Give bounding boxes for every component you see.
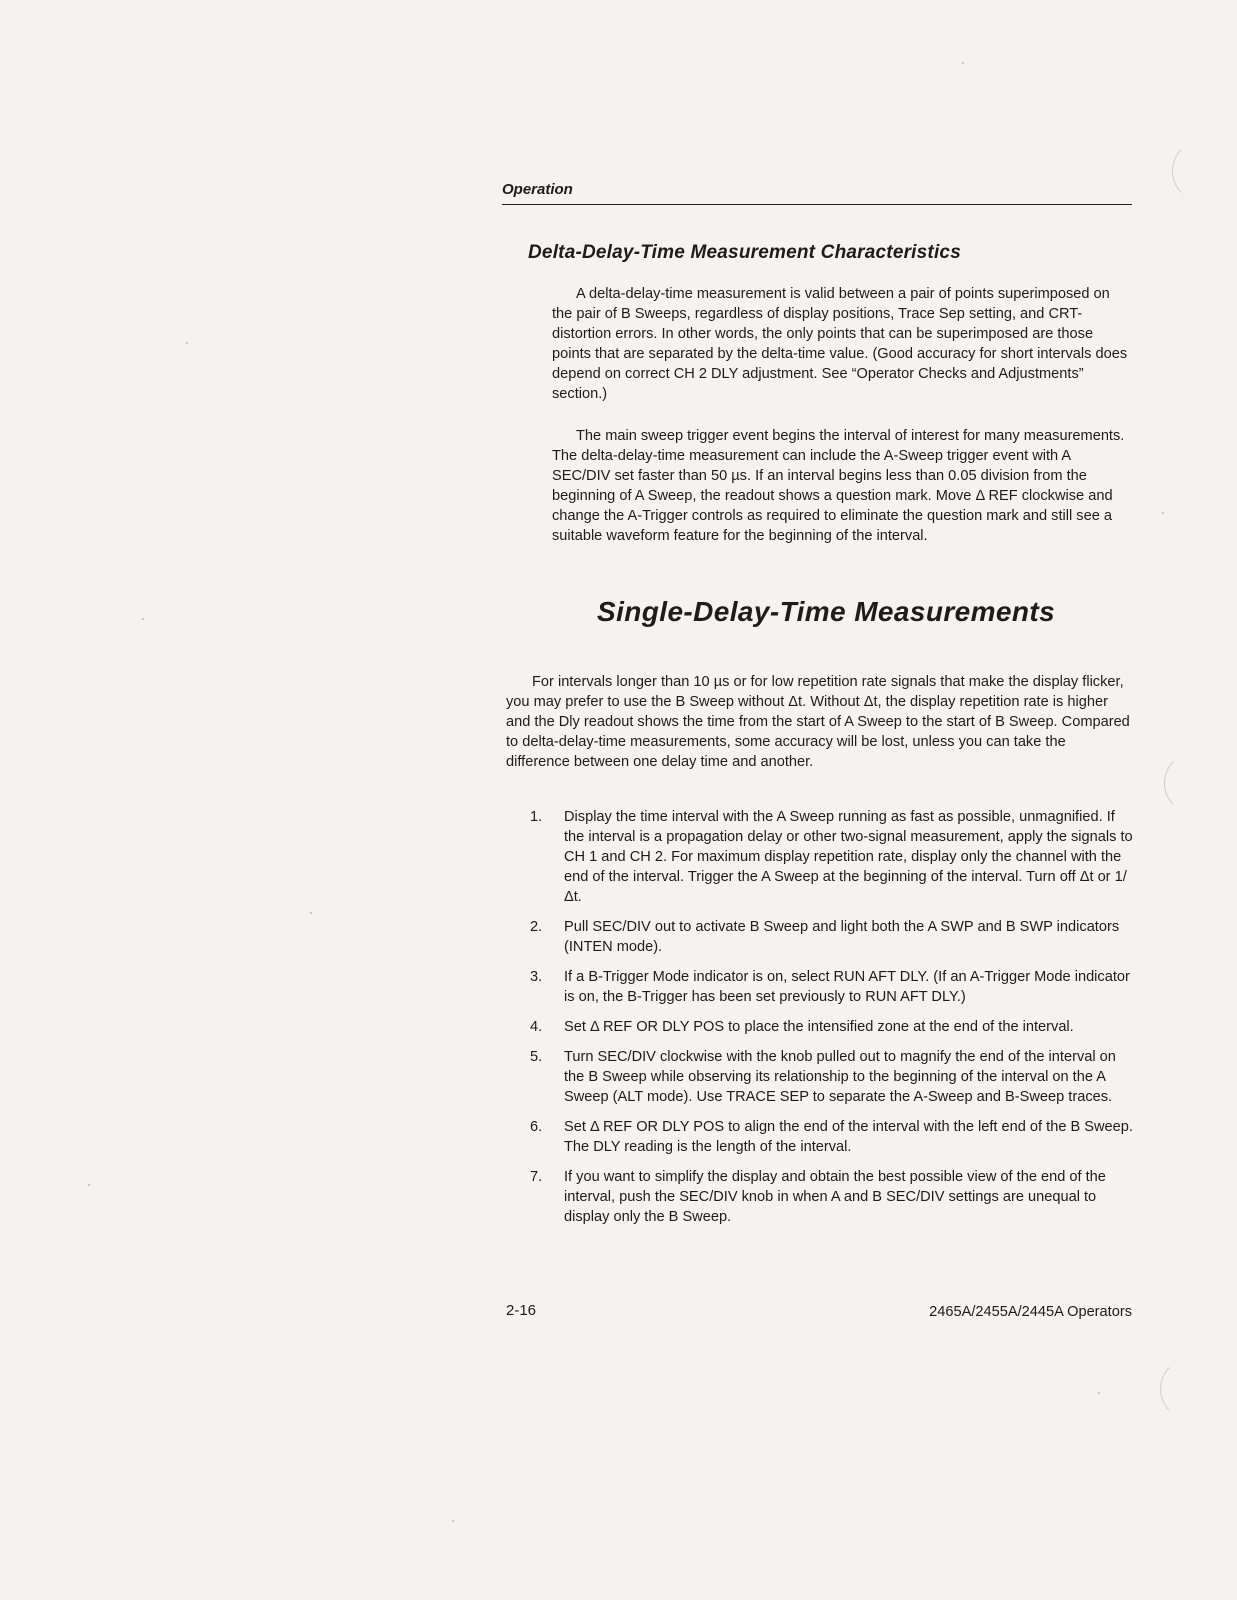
step-text: If you want to simplify the display and obtain the best possible view of the end of the interval, push the SEC/DIV knob in when A and B SEC/DIV settings are unequal to display only the B Sweep. [564, 1169, 1106, 1225]
binder-hole-shadow [1160, 1358, 1222, 1420]
procedure-steps [530, 807, 1134, 1237]
step-number: 5. [530, 1049, 543, 1065]
list-item [530, 1117, 1134, 1157]
binder-hole-shadow [1172, 140, 1234, 202]
list-item [530, 1167, 1134, 1227]
step-number: 3. [530, 969, 543, 985]
list-item [530, 917, 1134, 957]
list-item [530, 1017, 1134, 1037]
scan-speck [88, 1184, 90, 1186]
binder-hole-shadow [1164, 752, 1226, 814]
list-item [530, 1047, 1134, 1107]
step-number: 6. [530, 1119, 543, 1135]
section-paragraph-2: The main sweep trigger event begins the interval of interest for many measurements. The delta-delay-time measurement can include the A-Sweep trigger event with A SEC/DIV set faster than 50 µs. If an interval begins less than 0.05 division from the beginning of A Sweep, the readout shows a question mark. Move Δ REF clockwise and change the A-Trigger controls as required to eliminate the question mark and still see a suitable waveform feature for the beginning of the interval. [552, 428, 1125, 544]
step-number: 7. [530, 1169, 543, 1185]
intro-paragraph: For intervals longer than 10 µs or for low repetition rate signals that make the display flicker, you may prefer to use the B Sweep without Δt. Without Δt, the display repetition rate is higher and the Dly readout shows the time from the start of A Sweep to the start of B Sweep. Compared to delta-delay-time measurements, some accuracy will be lost, unless you can take the difference between one delay time and another. [506, 674, 1130, 770]
step-number: 2. [530, 919, 543, 935]
step-number: 4. [530, 1019, 543, 1035]
list-item [530, 807, 1134, 907]
step-text: Pull SEC/DIV out to activate B Sweep and light both the A SWP and B SWP indicators (INTEN mode). [564, 919, 1120, 955]
step-text: Set Δ REF OR DLY POS to align the end of the interval with the left end of the B Sweep. The DLY reading is the length of the interval. [564, 1119, 1133, 1155]
scan-speck [1162, 512, 1164, 514]
section-paragraph-1: A delta-delay-time measurement is valid between a pair of points superimposed on the pair of B Sweeps, regardless of display positions, Trace Sep setting, and CRT-distortion errors. In other words, the only points that can be superimposed are those points that are separated by the delta-time value. (Good accuracy for short intervals does depend on correct CH 2 DLY adjustment. See “Operator Checks and Adjustments” section.) [552, 286, 1128, 402]
scan-speck [310, 912, 312, 914]
page-number: 2-16 [506, 1302, 537, 1319]
section-heading: Delta-Delay-Time Measurement Characteristics [528, 242, 961, 263]
step-text: Set Δ REF OR DLY POS to place the intensified zone at the end of the interval. [564, 1019, 1074, 1035]
step-text: If a B-Trigger Mode indicator is on, select RUN AFT DLY. (If an A-Trigger Mode indicator is on, the B-Trigger has been set previously to RUN AFT DLY.) [564, 969, 1130, 1005]
scan-speck [142, 618, 144, 620]
step-text: Turn SEC/DIV clockwise with the knob pulled out to magnify the end of the interval on the B Sweep while observing its relationship to the beginning of the interval on the A Sweep (ALT mode). Use TRACE SEP to separate the A-Sweep and B-Sweep traces. [564, 1049, 1116, 1105]
main-heading: Single-Delay-Time Measurements [597, 596, 1056, 627]
list-item [530, 967, 1134, 1007]
scan-speck [452, 1520, 454, 1522]
scan-speck [186, 342, 188, 344]
step-number: 1. [530, 809, 543, 825]
document-title: 2465A/2455A/2445A Operators [929, 1304, 1132, 1320]
scan-speck [1098, 1392, 1100, 1394]
running-head: Operation [502, 181, 1132, 205]
scan-speck [962, 62, 964, 64]
step-text: Display the time interval with the A Sweep running as fast as possible, unmagnified. If the interval is a propagation delay or other two-signal measurement, apply the signals to CH 1 and CH 2. For maximum display repetition rate, display only the channel with the end of the interval. Trigger the A Sweep at the beginning of the interval. Turn off Δt or 1/Δt. [564, 809, 1133, 905]
